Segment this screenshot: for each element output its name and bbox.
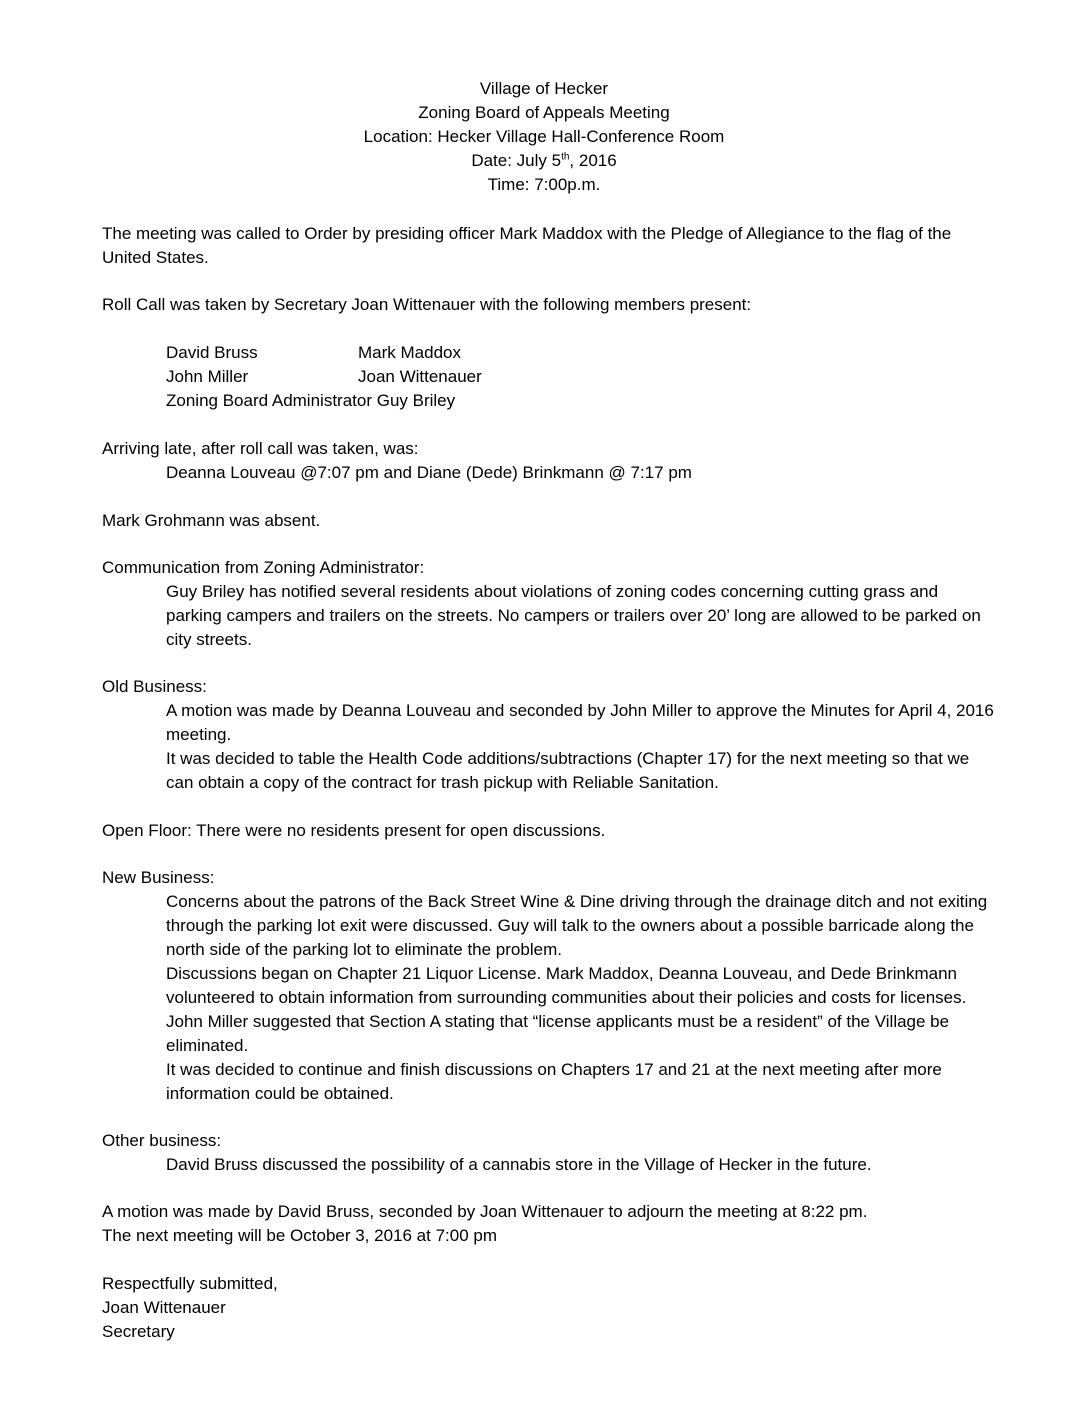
meeting-title: Zoning Board of Appeals Meeting (418, 103, 670, 122)
new-business-item: Discussions began on Chapter 21 Liquor License. Mark Maddox, Deanna Louveau, and Dede Brinkmann volunteered to obtain information from surrounding communities about their policies and costs for licenses. John Miller suggested that Section A stating that “license applicants must be a resident” of the Village be eliminated. (166, 964, 967, 1055)
next-meeting-line: The next meeting will be October 3, 2016 at 7:00 pm (102, 1226, 498, 1245)
signature-closing: Respectfully submitted, (102, 1274, 278, 1293)
member-joan-wittenauer: Joan Wittenauer (358, 367, 482, 386)
old-business-item: It was decided to table the Health Code additions/subtractions (Chapter 17) for the next meeting so that we can obtain a copy of the contract for trash pickup with Reliable Sanitation. (166, 749, 970, 792)
member-mark-maddox: Mark Maddox (358, 343, 461, 362)
meeting-date: Date: July 5th, 2016 (471, 151, 617, 170)
new-business-heading: New Business: (102, 868, 215, 887)
other-business-heading: Other business: (102, 1131, 222, 1150)
roll-call-intro: Roll Call was taken by Secretary Joan Wittenauer with the following members present: (102, 295, 752, 314)
new-business-items (166, 890, 996, 1106)
open-floor-line: Open Floor: There were no residents present for open discussions. (102, 821, 606, 840)
member-john-miller: John Miller (166, 367, 249, 386)
old-business-heading: Old Business: (102, 677, 207, 696)
call-to-order-paragraph: The meeting was called to Order by presiding officer Mark Maddox with the Pledge of Allegiance to the flag of the United States. (102, 224, 952, 267)
new-business-item: It was decided to continue and finish discussions on Chapters 17 and 21 at the next meeting after more information could be obtained. (166, 1060, 942, 1103)
meeting-time: Time: 7:00p.m. (487, 175, 601, 194)
late-arrivals-heading: Arriving late, after roll call was taken, was: (102, 439, 419, 458)
late-arrivals-text: Deanna Louveau @7:07 pm and Diane (Dede) Brinkmann @ 7:17 pm (166, 463, 692, 482)
village-name: Village of Hecker (479, 79, 609, 98)
other-business-text: David Bruss discussed the possibility of a cannabis store in the Village of Hecker in the future. (166, 1155, 872, 1174)
adjourn-motion: A motion was made by David Bruss, seconded by Joan Wittenauer to adjourn the meeting at 8:22 pm. (102, 1202, 868, 1221)
signature-title: Secretary (102, 1322, 175, 1341)
zoning-administrator-line: Zoning Board Administrator Guy Briley (166, 391, 456, 410)
member-david-bruss: David Bruss (166, 343, 258, 362)
absent-line: Mark Grohmann was absent. (102, 511, 321, 530)
new-business-item: Concerns about the patrons of the Back Street Wine & Dine driving through the drainage ditch and not exiting through the parking lot exit were discussed. Guy will talk to the owners about a possible barricade along the north side of the parking lot to eliminate the problem. (166, 892, 988, 959)
communication-text: Guy Briley has notified several residents about violations of zoning codes concerning cutting grass and parking campers and trailers on the streets. No campers or trailers over 20’ long are allowed to be parked on city streets. (166, 582, 981, 649)
meeting-location: Location: Hecker Village Hall-Conference Room (363, 127, 725, 146)
signature-name: Joan Wittenauer (102, 1298, 226, 1317)
communication-heading: Communication from Zoning Administrator: (102, 558, 425, 577)
document-header (0, 77, 1088, 197)
old-business-item: A motion was made by Deanna Louveau and seconded by John Miller to approve the Minutes for April 4, 2016 meeting. (166, 701, 994, 744)
old-business-items (166, 699, 996, 795)
